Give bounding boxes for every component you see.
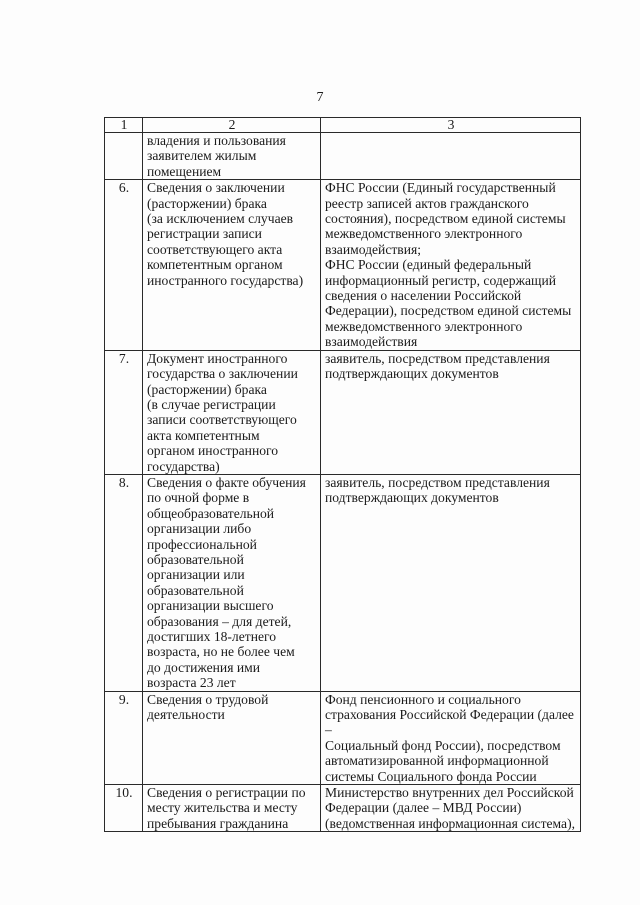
row-number: 8. [105, 474, 143, 691]
row-number: 6. [105, 180, 143, 350]
info-cell: Сведения о трудовой деятельности [143, 691, 321, 784]
info-cell: Сведения о факте обучения по очной форме в общеобразовательной организации либо профессиональной образовательной организации или образовательной организации высшего образования – для детей, достигших 18-летнего возраста, но не более чем до достижения ими возраста 23 лет [143, 474, 321, 691]
table-row [105, 133, 581, 180]
header-col-3: 3 [321, 118, 581, 133]
source-cell: заявитель, посредством представления подтверждающих документов [321, 350, 581, 474]
documents-table [104, 117, 581, 832]
table-row [105, 785, 581, 832]
header-col-1: 1 [105, 118, 143, 133]
table-row [105, 350, 581, 474]
info-cell: владения и пользования заявителем жилым помещением [143, 133, 321, 180]
source-cell: заявитель, посредством представления подтверждающих документов [321, 474, 581, 691]
info-cell: Документ иностранного государства о заключении (расторжении) брака (в случае регистрации записи соответствующего акта компетентным органом иностранного государства) [143, 350, 321, 474]
header-col-2: 2 [143, 118, 321, 133]
page-number: 7 [316, 90, 324, 105]
source-cell [321, 133, 581, 180]
row-number: 9. [105, 691, 143, 784]
source-cell: Министерство внутренних дел Российской Федерации (далее – МВД России) (ведомственная информационная система), [321, 785, 581, 832]
row-number: 10. [105, 785, 143, 832]
table-header-row [105, 118, 581, 133]
table-row [105, 180, 581, 350]
info-cell: Сведения о регистрации по месту жительства и месту пребывания гражданина [143, 785, 321, 832]
source-cell: ФНС России (Единый государственный реестр записей актов гражданского состояния), посредством единой системы межведомственного электронного взаимодействия; ФНС России (единый федеральный информационный регистр, содержащий сведения о населении Российской Федерации), посредством единой системы межведомственного электронного взаимодействия [321, 180, 581, 350]
row-number [105, 133, 143, 180]
table-row [105, 691, 581, 784]
info-cell: Сведения о заключении (расторжении) брака (за исключением случаев регистрации записи соответствующего акта компетентным органом иностранного государства) [143, 180, 321, 350]
row-number: 7. [105, 350, 143, 474]
table-row [105, 474, 581, 691]
source-cell: Фонд пенсионного и социального страхования Российской Федерации (далее – Социальный фонд России), посредством автоматизированной информационной системы Социального фонда России [321, 691, 581, 784]
